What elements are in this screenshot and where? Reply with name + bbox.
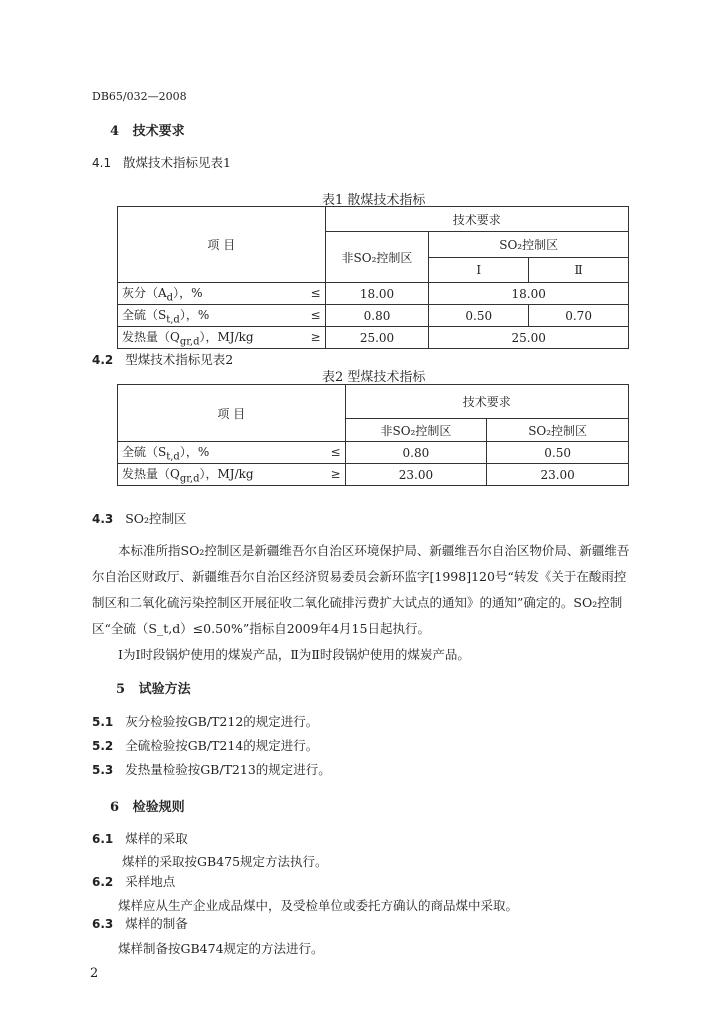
table-2-caption: 表2 型煤技术指标 <box>322 370 426 385</box>
document-code-header: DB65/032—2008 <box>92 90 187 103</box>
non-so2-value: 25.00 <box>325 327 429 349</box>
table-1 <box>117 206 629 349</box>
operator: ≥ <box>310 330 321 345</box>
non-so2-value: 0.80 <box>325 305 429 327</box>
row-label: 全硫$(S_{t,d})$，% <box>122 307 210 326</box>
so2-ii-value: 0.70 <box>529 305 629 327</box>
row-label: 发热量$(Q_{gr,d})$，MJ/kg <box>122 329 254 348</box>
clause-number: 6.3 <box>92 917 114 931</box>
row-label-cell <box>118 305 326 327</box>
clause-number: 4.3 <box>92 512 114 526</box>
section-title: 技术要求 <box>132 124 185 139</box>
so2-i-value: 0.50 <box>429 305 529 327</box>
table-2-so2-header: SO₂控制区 <box>487 419 629 442</box>
so2-value: 25.00 <box>429 327 629 349</box>
non-so2-value: 18.00 <box>325 283 429 305</box>
clause-4-2 <box>92 350 233 368</box>
section-number: 4 <box>110 124 120 139</box>
clause-number: 5.2 <box>92 739 114 753</box>
period-note-paragraph: Ⅰ为Ⅰ时段锅炉使用的煤炭产品，Ⅱ为Ⅱ时段锅炉使用的煤炭产品。 <box>118 647 470 662</box>
clause-6-1 <box>92 829 188 847</box>
clause-6-2-body: 煤样应从生产企业成品煤中，及受检单位或委托方确认的商品煤中采取。 <box>118 898 519 913</box>
table-row <box>118 464 629 486</box>
table-1-caption: 表1 散煤技术指标 <box>322 193 426 208</box>
row-label-cell <box>118 442 346 464</box>
table-row <box>118 327 629 349</box>
clause-4-1 <box>92 153 231 171</box>
row-label-cell <box>118 327 326 349</box>
clause-number: 4.1 <box>92 156 112 170</box>
section-5-heading <box>116 678 191 697</box>
table-2-non-so2-header: 非SO₂控制区 <box>345 419 487 442</box>
so2-value: 0.50 <box>487 442 629 464</box>
operator: ≤ <box>330 445 341 460</box>
row-label: 全硫$(S_{t,d})$，% <box>122 444 210 463</box>
so2-value: 23.00 <box>487 464 629 486</box>
section-6-heading <box>110 796 185 815</box>
operator: ≤ <box>310 286 321 301</box>
row-label-cell <box>118 283 326 305</box>
clause-text: 型煤技术指标见表2 <box>125 352 234 367</box>
clause-title: 采样地点 <box>125 874 176 889</box>
table-row <box>118 442 629 464</box>
clause-number: 5.3 <box>92 763 114 777</box>
clause-title: 煤样的制备 <box>125 916 188 931</box>
clause-6-3-body: 煤样制备按GB474规定的方法进行。 <box>118 941 324 956</box>
clause-title: 煤样的采取 <box>125 831 188 846</box>
section-number: 6 <box>110 800 120 815</box>
clause-text: 散煤技术指标见表1 <box>123 155 231 170</box>
non-so2-value: 0.80 <box>345 442 487 464</box>
operator: ≥ <box>330 467 341 482</box>
operator: ≤ <box>310 308 321 323</box>
section-4-heading <box>110 120 185 139</box>
clause-number: 5.1 <box>92 715 114 729</box>
non-so2-value: 23.00 <box>345 464 487 486</box>
section-title: 检验规则 <box>132 800 185 815</box>
table-2 <box>117 384 629 486</box>
clause-5-1 <box>92 712 318 730</box>
clause-text: 发热量检验按GB/T213的规定进行。 <box>125 762 331 777</box>
clause-6-3 <box>92 914 188 932</box>
clause-text: 灰分检验按GB/T212的规定进行。 <box>125 714 319 729</box>
clause-text: SO₂控制区 <box>125 511 187 526</box>
section-number: 5 <box>116 682 126 697</box>
table-1-item-header: 项 目 <box>118 207 326 283</box>
row-label-cell <box>118 464 346 486</box>
clause-5-2 <box>92 736 318 754</box>
clause-number: 4.2 <box>92 353 114 367</box>
table-2-item-header: 项 目 <box>118 385 346 442</box>
so2-zone-paragraph: 本标准所指SO₂控制区是新疆维吾尔自治区环境保护局、新疆维吾尔自治区物价局、新疆维吾尔自治区财政厅、新疆维吾尔自治区经济贸易委员会新环监字[1998]120号“转发《关于在酸雨控制区和二氧化硫污染控制区开展征收二氧化硫排污费扩大试点的通知》的通知”确定的。SO₂控制区“全硫（S_t,d）≤0.50%”指标自2009年4月15日起执行。 <box>92 543 630 636</box>
page-number: 2 <box>90 966 99 981</box>
row-label: 灰分$(A_d)$，% <box>122 285 203 304</box>
table-2-tech-req-header: 技术要求 <box>345 385 628 419</box>
clause-6-1-body: 煤样的采取按GB475规定方法执行。 <box>122 854 328 869</box>
table-1-non-so2-header: 非SO₂控制区 <box>325 232 429 283</box>
clause-text: 全硫检验按GB/T214的规定进行。 <box>125 738 319 753</box>
clause-number: 6.1 <box>92 832 114 846</box>
table-1-col-i: I <box>429 258 529 283</box>
table-1-tech-req-header: 技术要求 <box>325 207 628 232</box>
clause-4-3 <box>92 509 187 527</box>
table-1-col-ii: Ⅱ <box>529 258 629 283</box>
clause-number: 6.2 <box>92 875 114 889</box>
clause-6-2 <box>92 872 175 890</box>
so2-value: 18.00 <box>429 283 629 305</box>
row-label: 发热量$(Q_{gr,d})$，MJ/kg <box>122 466 254 485</box>
table-row <box>118 305 629 327</box>
section-title: 试验方法 <box>138 682 191 697</box>
table-1-so2-header: SO₂控制区 <box>429 232 629 258</box>
table-row <box>118 283 629 305</box>
clause-5-3 <box>92 760 331 778</box>
